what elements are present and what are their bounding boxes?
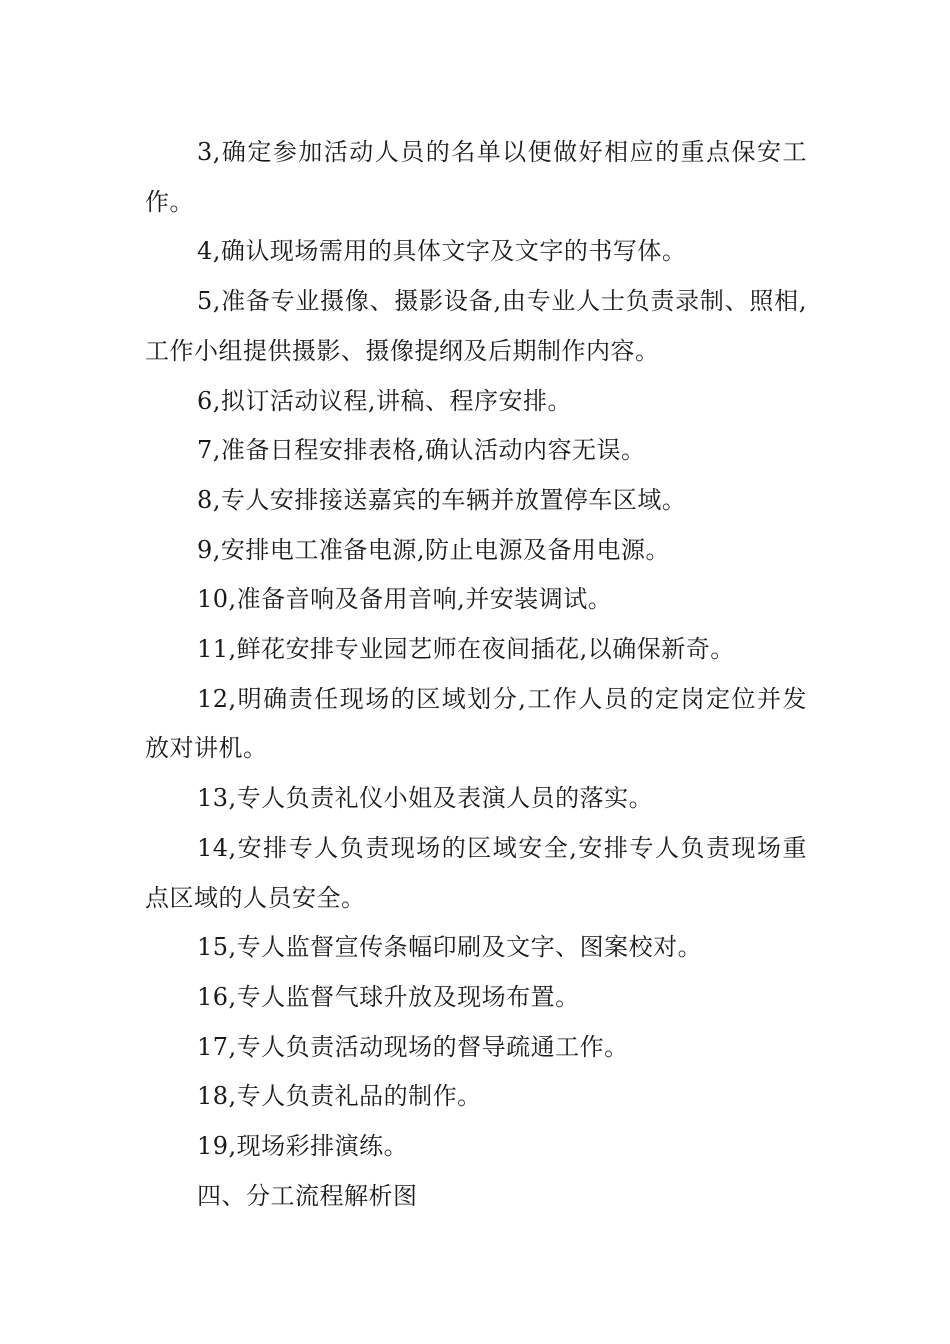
paragraph-item-11: 11,鲜花安排专业园艺师在夜间插花,以确保新奇。 xyxy=(197,635,735,664)
paragraph-item-17: 17,专人负责活动现场的督导疏通工作。 xyxy=(197,1032,629,1061)
paragraph-item-12: 12,明确责任现场的区域划分,工作人员的定岗定位并发放对讲机。 xyxy=(145,684,807,763)
paragraph-item-4: 4,确认现场需用的具体文字及文字的书写体。 xyxy=(197,237,687,266)
paragraph-item-14: 14,安排专人负责现场的区域安全,安排专人负责现场重点区域的人员安全。 xyxy=(145,833,807,912)
paragraph-item-19: 19,现场彩排演练。 xyxy=(197,1132,409,1161)
paragraph-item-3: 3,确定参加活动人员的名单以便做好相应的重点保安工作。 xyxy=(145,138,807,216)
paragraph-item-13: 13,专人负责礼仪小姐及表演人员的落实。 xyxy=(197,784,654,813)
paragraph-item-15: 15,专人监督宣传条幅印刷及文字、图案校对。 xyxy=(197,933,703,962)
paragraph-item-5: 5,准备专业摄像、摄影设备,由专业人士负责录制、照相,工作小组提供摄影、摄像提纲及后期制作内容。 xyxy=(145,287,807,365)
document-body xyxy=(145,128,807,1221)
paragraph-item-10: 10,准备音响及备用音响,并安装调试。 xyxy=(197,585,613,614)
paragraph-item-16: 16,专人监督气球升放及现场布置。 xyxy=(197,982,580,1011)
paragraph-item-6: 6,拟订活动议程,讲稿、程序安排。 xyxy=(197,386,573,415)
paragraph-item-9: 9,安排电工准备电源,防止电源及备用电源。 xyxy=(197,535,671,564)
paragraph-item-8: 8,专人安排接送嘉宾的车辆并放置停车区域。 xyxy=(197,485,687,514)
section-heading: 四、分工流程解析图 xyxy=(197,1181,418,1210)
paragraph-item-7: 7,准备日程安排表格,确认活动内容无误。 xyxy=(197,436,646,465)
paragraph-item-18: 18,专人负责礼品的制作。 xyxy=(197,1082,482,1111)
